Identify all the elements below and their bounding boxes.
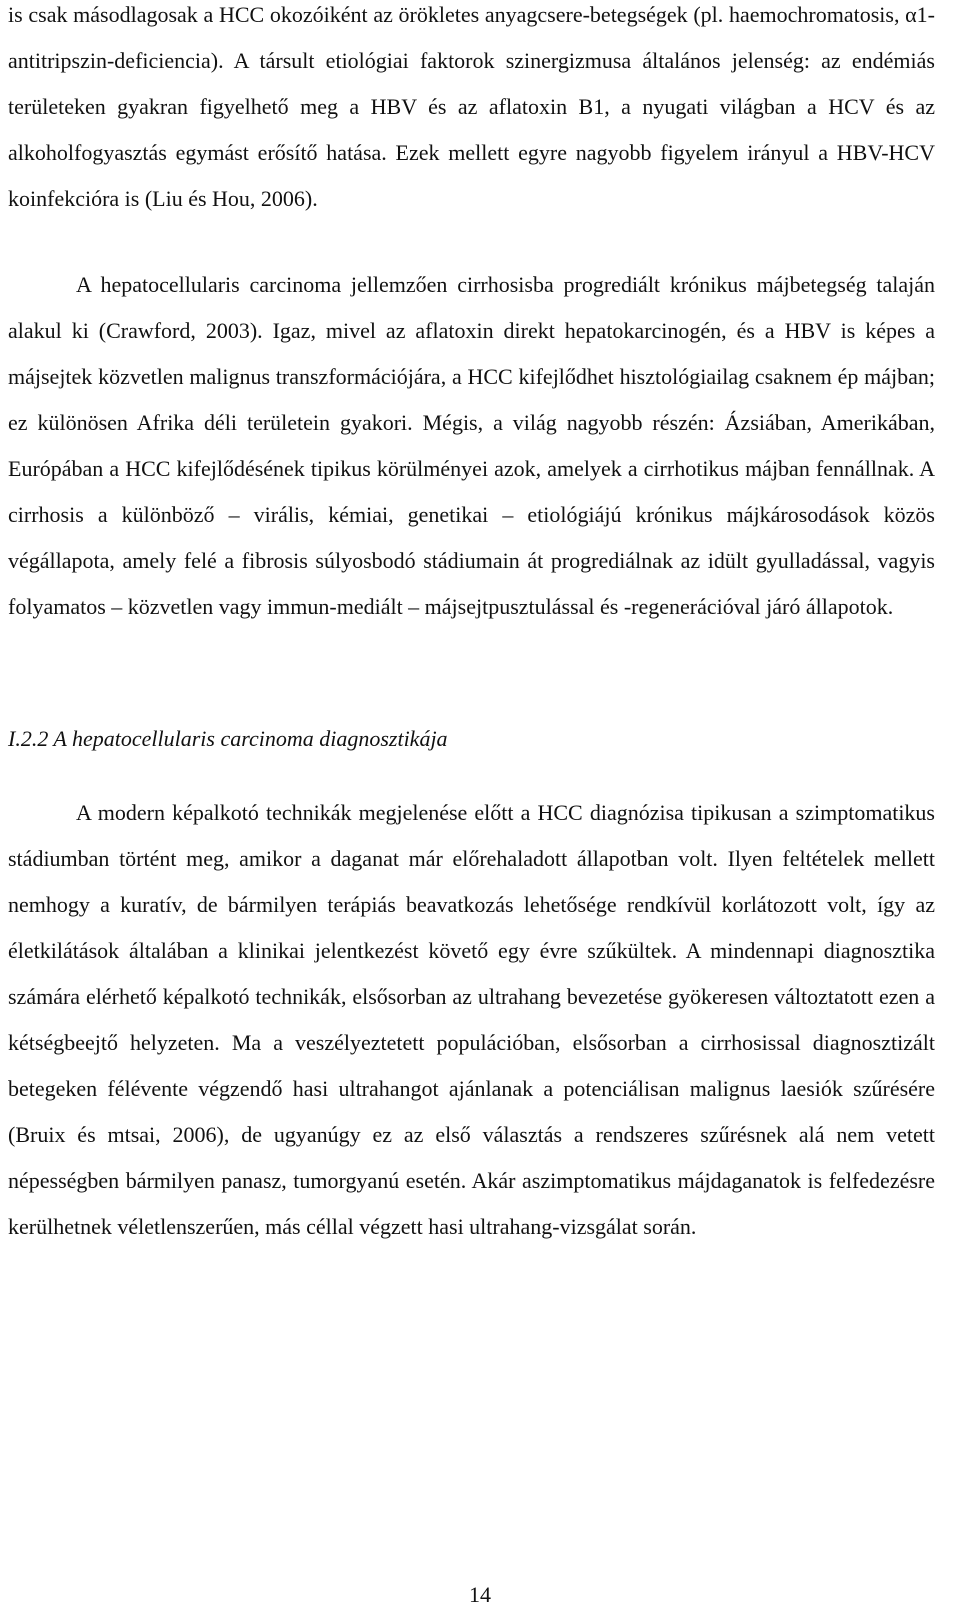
paragraph-etiology-continuation: is csak másodlagosak a HCC okozóiként az örökletes anyagcsere-betegségek (pl. haemochromatosis, α1-antitripszin-deficiencia). A társult etiológiai faktorok szinergizmusa általános jelenség: az endémiás területeken gyakran figyelhető meg a HBV és az aflatoxin B1, a nyugati világban a HCV és az alkoholfogyasztás egymást erősítő hatása. Ezek mellett egyre nagyobb figyelem irányul a HBV-HCV koinfekcióra is (Liu és Hou, 2006).: [8, 2, 935, 211]
document-body: [8, 0, 935, 1250]
paragraph-cirrhosis: A hepatocellularis carcinoma jellemzően cirrhosisba progrediált krónikus májbetegség talaján alakul ki (Crawford, 2003). Igaz, mivel az aflatoxin direkt hepatokarcinogén, és a HBV is képes a májsejtek közvetlen malignus transzformációjára, a HCC kifejlődhet hisztológiailag csaknem ép májban; ez különösen Afrika déli területein gyakori. Mégis, a világ nagyobb részén: Ázsiában, Amerikában, Európában a HCC kifejlődésének tipikus körülményei azok, amelyek a cirrhotikus májban fennállnak. A cirrhosis a különböző – virális, kémiai, genetikai – etiológiájú krónikus májkárosodások közös végállapota, amely felé a fibrosis súlyosbodó stádiumain át progrediálnak az idült gyulladással, vagyis folyamatos – közvetlen vagy immun-mediált – májsejtpusztulással és -regenerációval járó állapotok.: [8, 272, 935, 619]
paragraph-diagnostics: A modern képalkotó technikák megjelenése előtt a HCC diagnózisa tipikusan a szimptomatikus stádiumban történt meg, amikor a daganat már előrehaladott állapotban volt. Ilyen feltételek mellett nemhogy a kuratív, de bármilyen terápiás beavatkozás lehetősége rendkívül korlátozott volt, így az életkilátások általában a klinikai jelentkezést követő egy évre szűkültek. A mindennapi diagnosztika számára elérhető képalkotó technikák, elsősorban az ultrahang bevezetése gyökeresen változtatott ezen a kétségbeejtő helyzeten. Ma a veszélyeztetett populációban, elsősorban a cirrhosissal diagnosztizált betegeken félévente végzendő hasi ultrahangot ajánlanak a potenciálisan malignus laesiók szűrésére (Bruix és mtsai, 2006), de ugyanúgy ez az első választás a rendszeres szűrésnek alá nem vetett népességben bármilyen panasz, tumorgyanú esetén. Akár aszimptomatikus májdaganatok is felfedezésre kerülhetnek véletlenszerűen, más céllal végzett hasi ultrahang-vizsgálat során.: [8, 800, 935, 1239]
section-heading: I.2.2 A hepatocellularis carcinoma diagnosztikája: [8, 726, 448, 751]
page-number: 14: [469, 1582, 491, 1607]
